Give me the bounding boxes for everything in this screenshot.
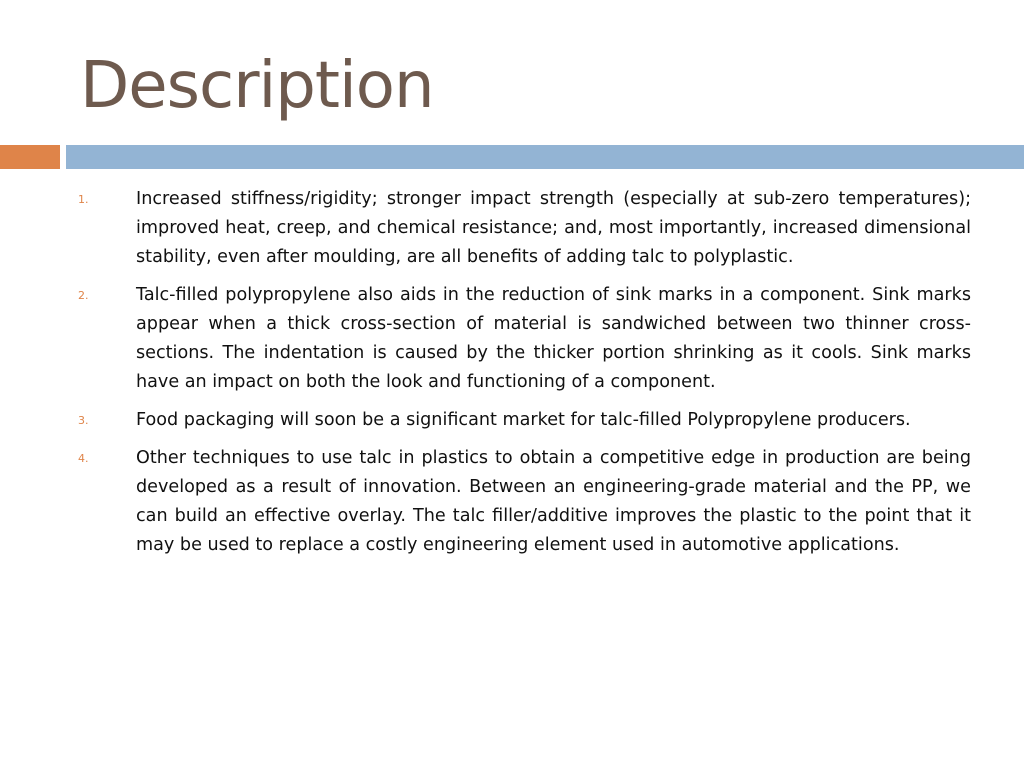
list-item xyxy=(78,185,971,272)
list-item xyxy=(78,406,971,435)
numbered-list xyxy=(78,185,971,569)
list-item xyxy=(78,444,971,560)
list-number: 4. xyxy=(78,452,89,465)
list-text: Other techniques to use talc in plastics to obtain a competitive edge in production are being developed as a result of innovation. Between an engineering-grade material and the PP, we can build an effective overlay. The talc filler/additive improves the plastic to the point that it may be used to replace a costly engineering element used in automotive applications. xyxy=(136,448,971,555)
list-number: 1. xyxy=(78,193,89,206)
list-text: Food packaging will soon be a significant market for talc-filled Polypropylene producers. xyxy=(136,410,911,430)
slide-title: Description xyxy=(80,49,434,123)
list-number: 3. xyxy=(78,414,89,427)
accent-bar-orange xyxy=(0,145,60,169)
list-text: Talc-filled polypropylene also aids in the reduction of sink marks in a component. Sink marks appear when a thick cross-section of material is sandwiched between two thinner cross-sections. The indentation is caused by the thicker portion shrinking as it cools. Sink marks have an impact on both the look and functioning of a component. xyxy=(136,285,971,392)
list-text: Increased stiffness/rigidity; stronger impact strength (especially at sub-zero temperatures); improved heat, creep, and chemical resistance; and, most importantly, increased dimensional stability, even after moulding, are all benefits of adding talc to polyplastic. xyxy=(136,189,971,267)
accent-bar-blue xyxy=(66,145,1024,169)
list-item xyxy=(78,281,971,397)
list-number: 2. xyxy=(78,289,89,302)
